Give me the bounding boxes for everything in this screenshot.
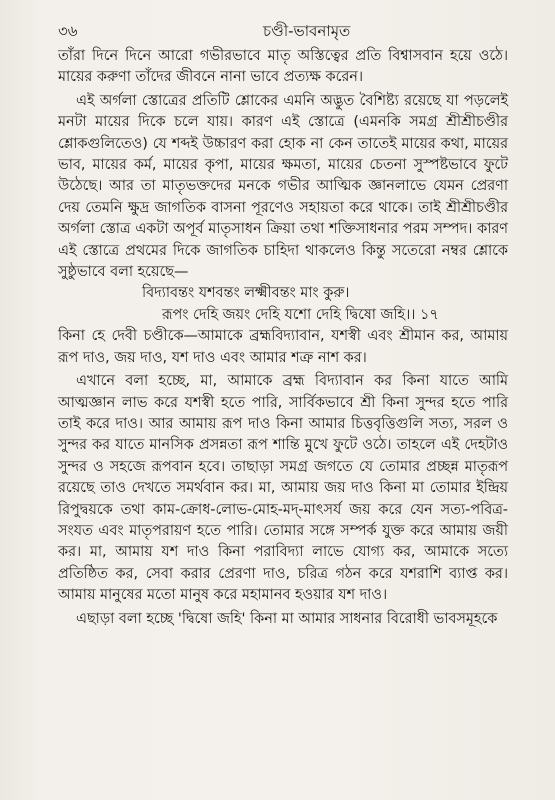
verse-line-1: বিদ্যাবন্তং যশবন্তং লক্ষ্মীবন্তং মাং কুরু।	[142, 285, 350, 302]
paragraph-verse-meaning: কিনা হে দেবী চণ্ডীকে—আমাকে ব্রহ্মবিদ্যাবান, যশস্বী এবং শ্রীমান কর, আমায় রূপ দাও, জয় দাও, যশ দাও এবং আমার শত্রু নাশ কর।	[58, 328, 508, 366]
verse-line-2: রূপং দেহি জয়ং দেহি যশো দেহি দ্বিষো জহি।। ১৭	[162, 306, 439, 323]
paragraph-continued: তাঁরা দিনে দিনে আরো গভীরভাবে মাতৃ অস্তিত্বের প্রতি বিশ্বাসবান হয়ে ওঠে। মায়ের করুণা তাঁদের জীবনে নানা ভাবে প্রত্যক্ষ করেন।	[58, 48, 508, 86]
paragraph-explanation: এখানে বলা হচ্ছে, মা, আমাকে ব্রহ্ম বিদ্যাবান কর কিনা যাতে আমি আত্মজ্ঞান লাভ করে যশস্বী হতে পারি, সার্বিকভাবে শ্রী কিনা সুন্দর হতে পারি তাই করে দাও। আর আমায় রূপ দাও কিনা আমার চিত্তবৃত্তিগুলি সত্য, সরল ও সুন্দর কর যাতে মানসিক প্রসন্নতা রূপ শান্তি মুখে ফুটে ওঠে। তাহলে এই দেহটাও সুন্দর ও সহজে রূপবান হবে। তাছাড়া সমগ্র জগতে যে তোমার প্রচ্ছন্ন মাতৃরূপ রয়েছে তাও দেখতে সমর্থবান কর। মা, আমায় জয় দাও কিনা মা তোমার ইন্দ্রিয় রিপুদ্বয়কে তথা কাম-ক্রোধ-লোভ-মোহ-মদ্-মাৎসর্য জয় করে যেন সত্য-পবিত্র-সংযত এবং মাতৃপরায়ণ হতে পারি। তোমার সঙ্গে সম্পর্ক যুক্ত করে আমায় জয়ী কর। মা, আমায় যশ দাও কিনা পরাবিদ্যা লাভে যোগ্য কর, আমাকে সত্যে প্রতিষ্ঠিত কর, সেবা করার প্রেরণা দাও, চরিত্র গঠন করে যশরাশি ব্যাপ্ত কর। আমায় মানুষের মতো মানুষ করে মহামানব হওয়ার যশ দাও।	[58, 373, 508, 604]
page-number: ৩৬	[58, 22, 78, 40]
running-title: চণ্ডী-ভাবনামৃত	[263, 22, 351, 40]
body-text	[58, 46, 508, 630]
page-header	[58, 18, 515, 40]
paragraph-argala-stotra: এই অর্গলা স্তোত্রের প্রতিটি শ্লোকের এমনি অদ্ভুত বৈশিষ্ট্য রয়েছে যা পড়লেই মনটা মায়ের দিকে চলে যায়। কারণ এই স্তোত্রে (এমনকি সমগ্র শ্রীশ্রীচণ্ডীর শ্লোকগুলিতেও) যে শব্দই উচ্চারণ করা হোক না কেন তাতেই মায়ের কথা, মায়ের ভাব, মায়ের কর্ম, মায়ের কৃপা, মায়ের ক্ষমতা, মায়ের চেতনা সুস্পষ্টভাবে ফুটে উঠেছে। আর তা মাতৃভক্তদের মনকে গভীর আত্মিক জ্ঞানলাভে যেমন প্রেরণা দেয় তেমনি ক্ষুদ্র জাগতিক বাসনা পূরণেও সহায়তা করে থাকে। তাই শ্রীশ্রীচণ্ডীর অর্গলা স্তোত্র একটা অপূর্ব মাতৃসাধন ক্রিয়া তথা শক্তিসাধনার পরম সম্পদ। কারণ এই স্তোত্রে প্রথমের দিকে জাগতিক চাহিদা থাকলেও কিন্তু সতেরো নম্বর শ্লোকে সুষ্ঠুভাবে বলা হয়েছে—	[58, 92, 508, 281]
paragraph-dvisho-jahi: এছাড়া বলা হচ্ছে 'দ্বিষো জহি' কিনা মা আমার সাধনার বিরোধী ভাবসমূহকে	[76, 610, 498, 627]
